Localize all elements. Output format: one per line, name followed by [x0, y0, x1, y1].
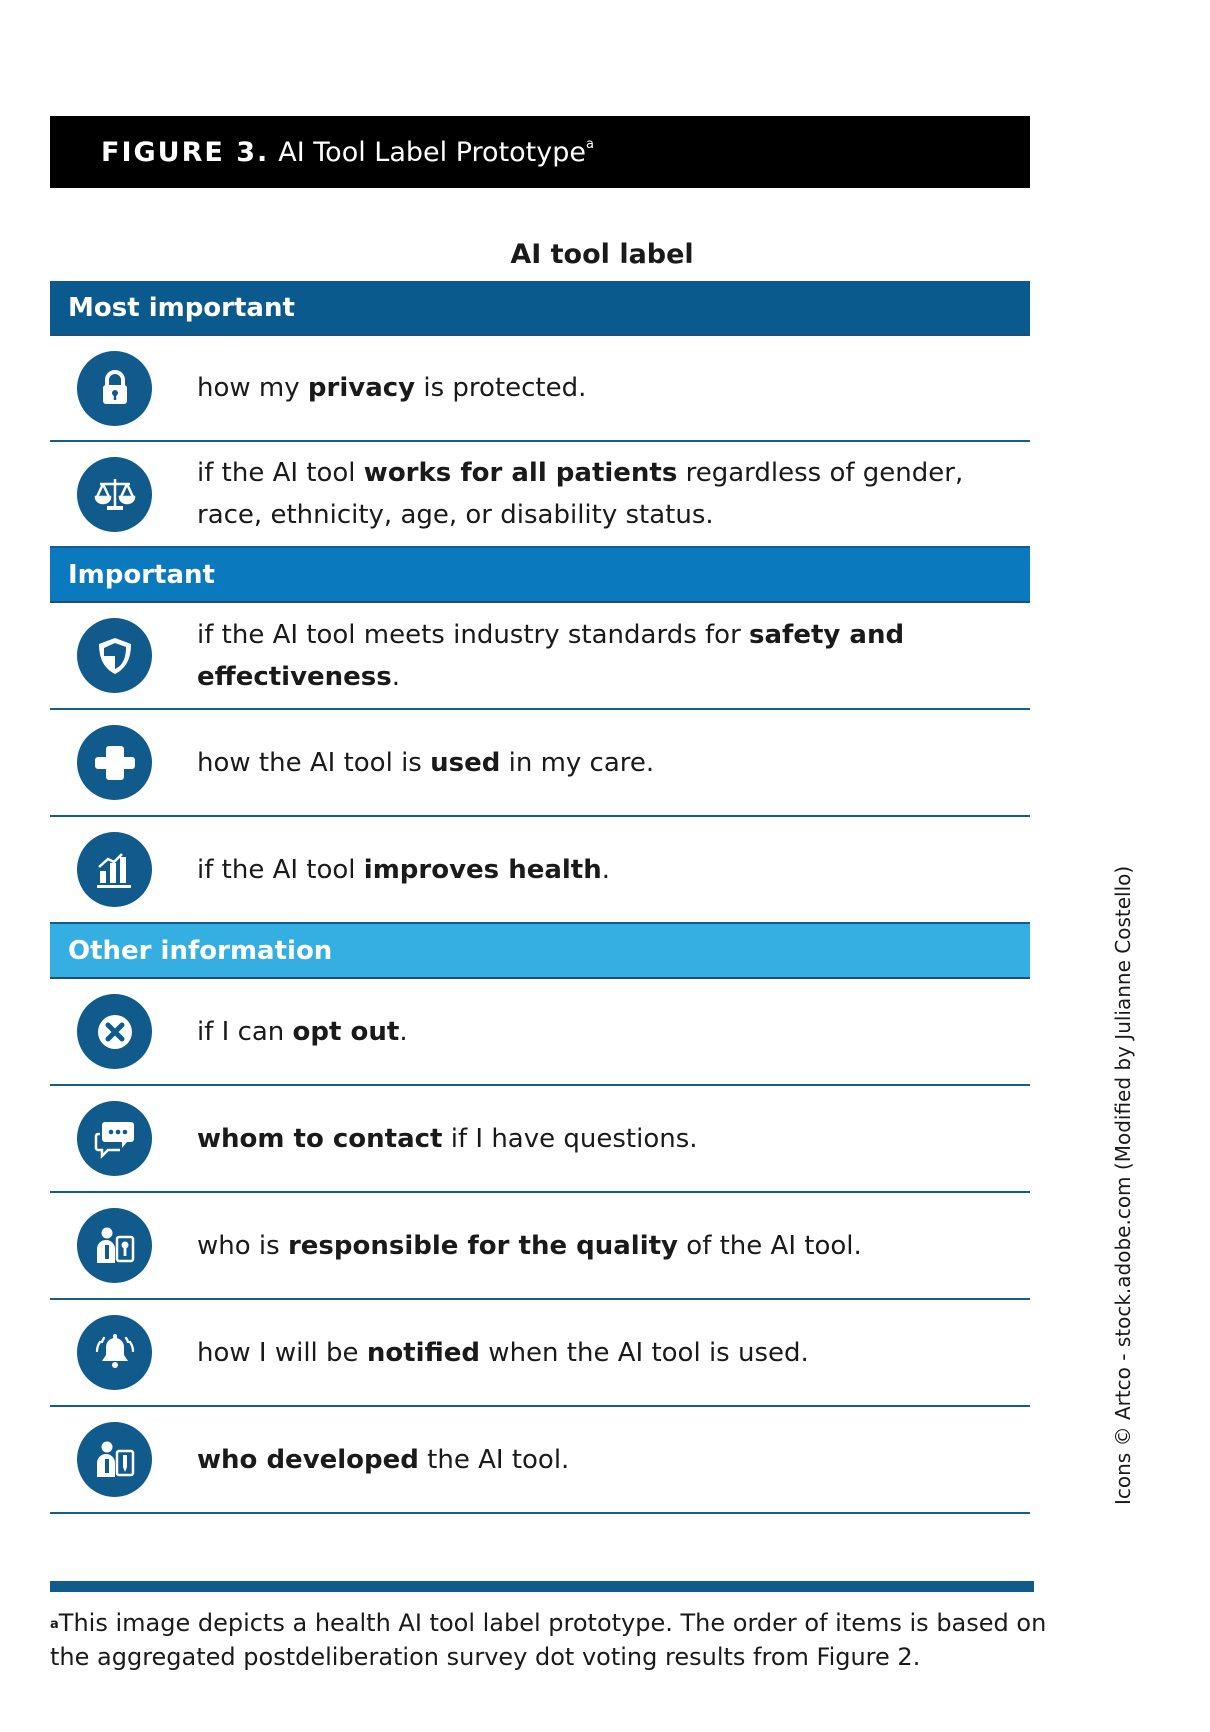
- footnote-text: This image depicts a health AI tool label prototype. The order of items is based on the aggregated postdeliberation survey dot voting results from Figure 2.: [50, 1609, 1047, 1671]
- label-row: [50, 817, 1030, 924]
- scales-icon: [77, 457, 152, 532]
- label-row: [50, 979, 1030, 1086]
- chat-bubble-icon: [77, 1101, 152, 1176]
- footnote: [50, 1606, 1050, 1674]
- label-title: [50, 239, 1154, 270]
- label-title-text: AI tool label: [510, 239, 694, 270]
- label-table: [50, 281, 1030, 1514]
- label-row: [50, 710, 1030, 817]
- bell-icon: [77, 1315, 152, 1390]
- figure-label: FIGURE 3.: [101, 136, 270, 168]
- section-heading: Important: [50, 548, 1030, 603]
- row-text: who developed the AI tool.: [197, 1444, 570, 1475]
- row-text: if I can opt out.: [197, 1016, 408, 1047]
- lock-icon: [77, 351, 152, 426]
- label-row: [50, 336, 1030, 442]
- label-row: [50, 1300, 1030, 1407]
- row-text: how my privacy is protected.: [197, 373, 587, 403]
- section-heading: Most important: [50, 281, 1030, 336]
- row-text: who is responsible for the quality of the AI tool.: [197, 1230, 862, 1261]
- figure-header: [50, 116, 1030, 188]
- cancel-x-icon: [77, 994, 152, 1069]
- row-text: if the AI tool meets industry standards for safety and effectiveness.: [197, 619, 905, 692]
- row-text: if the AI tool improves health.: [197, 854, 611, 885]
- label-row: [50, 603, 1030, 710]
- row-text: if the AI tool works for all patients regardless of gender, race, ethnicity, age, or disability status.: [197, 458, 964, 530]
- bar-chart-icon: [77, 832, 152, 907]
- label-row: [50, 1193, 1030, 1300]
- icon-credit: Icons © Artco - stock.adobe.com (Modified by Julianne Costello): [1111, 865, 1135, 1505]
- footnote-marker: a: [50, 1617, 59, 1632]
- label-row: [50, 442, 1030, 548]
- figure-title: AI Tool Label Prototype: [278, 136, 586, 168]
- developer-icon: [77, 1422, 152, 1497]
- medical-cross-icon: [77, 725, 152, 800]
- row-text: how I will be notified when the AI tool is used.: [197, 1337, 809, 1368]
- label-row: [50, 1407, 1030, 1514]
- row-text: how the AI tool is used in my care.: [197, 747, 655, 778]
- person-badge-icon: [77, 1208, 152, 1283]
- bottom-rule: [50, 1581, 1034, 1592]
- figure-title-footnote-marker: a: [585, 136, 594, 152]
- shield-icon: [77, 618, 152, 693]
- label-row: [50, 1086, 1030, 1193]
- row-text: whom to contact if I have questions.: [197, 1123, 698, 1154]
- section-heading: Other information: [50, 924, 1030, 979]
